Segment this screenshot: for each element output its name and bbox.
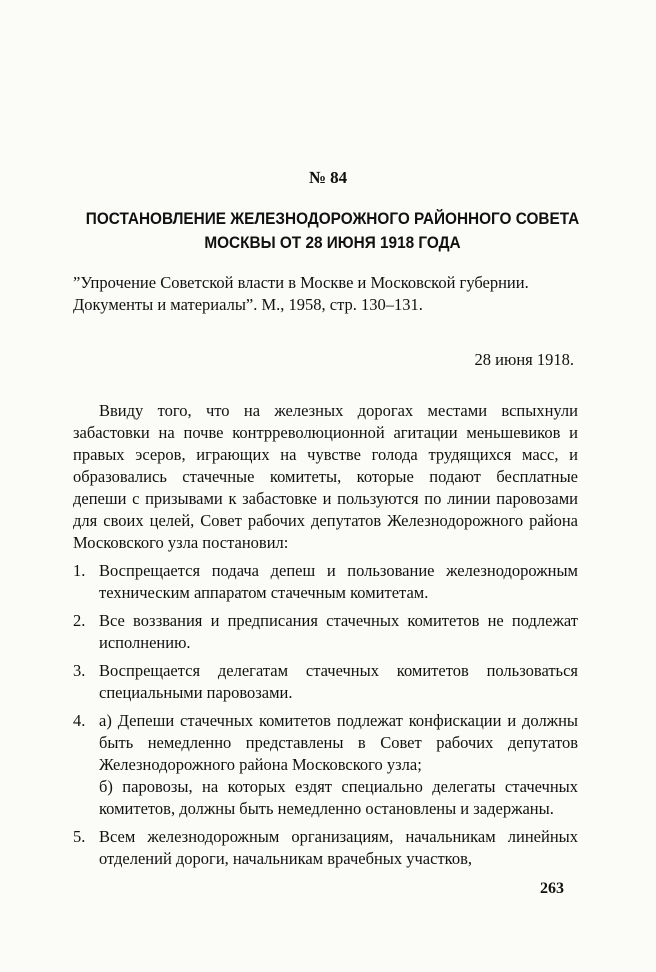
list-item: [73, 660, 578, 704]
item-number: 3.: [73, 661, 86, 680]
document-number: № 84: [308, 168, 348, 187]
source-citation: ”Упрочение Советской власти в Москве и Московской губернии. Документы и материалы”. М., 1958, стр. 130–131.: [73, 273, 529, 314]
item-text: [99, 710, 578, 820]
list-item: [73, 610, 578, 654]
item-text: Всем железнодорожным организациям, начальникам линейных отделений дороги, начальникам врачебных участков,: [99, 827, 578, 868]
item-text: Все воззвания и предписания стачечных комитетов не подлежат исполнению.: [99, 611, 578, 652]
list-item: [73, 560, 578, 604]
item-text: Воспрещается подача депеш и пользование железнодорожным техническим аппаратом стачечным комитетам.: [99, 561, 578, 602]
item-number: 4.: [73, 711, 86, 730]
sub-item-b: б) паровозы, на которых ездят специально делегаты стачечных комитетов, должны быть немедленно остановлены и задержаны.: [99, 777, 578, 818]
item-text: Воспрещается делегатам стачечных комитетов пользоваться специальными паровозами.: [99, 661, 578, 702]
document-body: [73, 400, 578, 876]
preamble-paragraph: Ввиду того, что на железных дорогах местами вспыхнули забастовки на почве контрреволюционной агитации меньшевиков и правых эсеров, играющих на чувстве голода трудящихся масс, и образовались стачечные комитеты, которые подают бесплатные депеши с призывами к забастовке и пользуются по линии паровозами для своих целей, Совет рабочих депутатов Железнодорожного района Московского узла постановил:: [73, 401, 578, 552]
page-number: 263: [540, 880, 564, 897]
document-date: 28 июня 1918.: [474, 350, 574, 369]
list-item: [73, 710, 578, 820]
item-number: 2.: [73, 611, 86, 630]
list-item: [73, 826, 578, 870]
item-number: 1.: [73, 561, 86, 580]
document-title: ПОСТАНОВЛЕНИЕ ЖЕЛЕЗНОДОРОЖНОГО РАЙОННОГО СОВЕТА МОСКВЫ ОТ 28 ИЮНЯ 1918 ГОДА: [85, 210, 580, 252]
item-number: 5.: [73, 827, 86, 846]
sub-item-a: а) Депеши стачечных комитетов подлежат конфискации и должны быть немедленно представлены в Совет рабочих депутатов Железнодорожного района Московского узла;: [99, 711, 578, 774]
